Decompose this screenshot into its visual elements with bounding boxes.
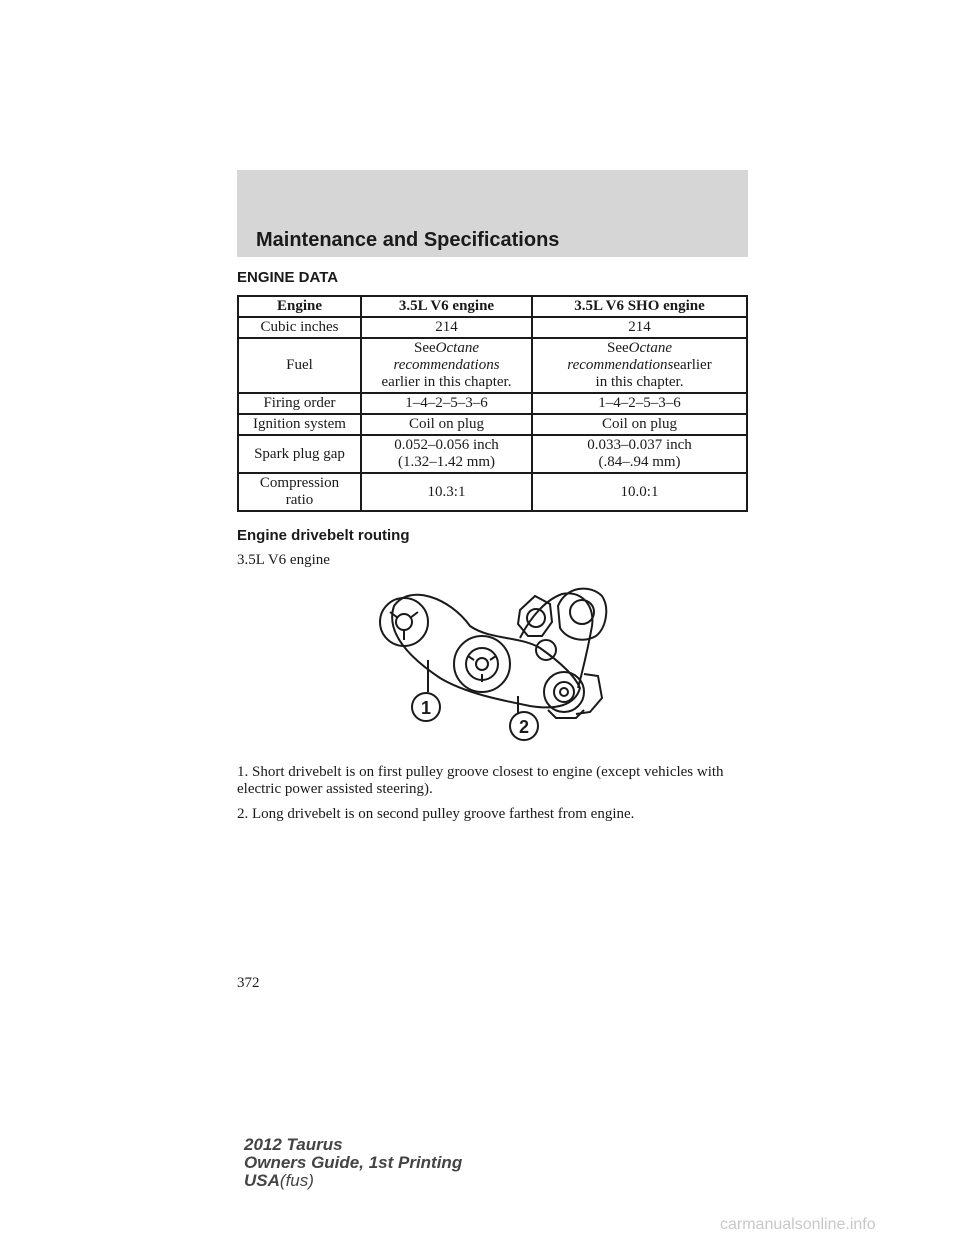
engine-label: 3.5L V6 engine: [237, 552, 330, 568]
subsection-title: Engine drivebelt routing: [237, 527, 410, 544]
footer-line-2: Owners Guide, 1st Printing: [244, 1153, 463, 1172]
drivebelt-routing-diagram: [370, 578, 630, 746]
row-label: Ignition system: [238, 414, 361, 435]
watermark: carmanualsonline.info: [720, 1216, 876, 1233]
section-title: ENGINE DATA: [237, 269, 339, 286]
table-cell: 0.033–0.037 inch (.84–.94 mm): [532, 435, 747, 473]
alternator: [558, 589, 606, 640]
footer-line-1: 2012 Taurus: [244, 1135, 343, 1154]
note-2: 2. Long drivebelt is on second pulley groove farthest from engine.: [237, 806, 635, 822]
table-cell: 0.052–0.056 inch (1.32–1.42 mm): [361, 435, 532, 473]
table-row: [238, 393, 747, 414]
table-cell: 1–4–2–5–3–6: [532, 393, 747, 414]
page-number: 372: [237, 975, 260, 991]
center-pulley: [454, 636, 510, 692]
table-row: [238, 414, 747, 435]
table-cell: SeeOctane recommendations earlier in this chapter.: [361, 338, 532, 393]
table-header-row: [238, 296, 747, 317]
table-cell: Coil on plug: [532, 414, 747, 435]
row-label: Spark plug gap: [238, 435, 361, 473]
table-cell: 214: [532, 317, 747, 338]
footer: [244, 1136, 462, 1190]
row-label: Firing order: [238, 393, 361, 414]
table-row: [238, 435, 747, 473]
table-cell: 1–4–2–5–3–6: [361, 393, 532, 414]
column-header: 3.5L V6 engine: [361, 296, 532, 317]
callout-1: 1: [420, 698, 432, 718]
engine-data-table: [237, 295, 748, 512]
row-label: Compression ratio: [238, 473, 361, 511]
table-cell: 10.0:1: [532, 473, 747, 511]
column-header: 3.5L V6 SHO engine: [532, 296, 747, 317]
table-row: [238, 473, 747, 511]
table-cell: 214: [361, 317, 532, 338]
callout-2: 2: [518, 717, 530, 737]
table-row: [238, 338, 747, 393]
table-cell: Coil on plug: [361, 414, 532, 435]
column-header: Engine: [238, 296, 361, 317]
page-title: Maintenance and Specifications: [256, 229, 560, 251]
table-cell: SeeOctane recommendationsearlier in this chapter.: [532, 338, 747, 393]
table-cell: 10.3:1: [361, 473, 532, 511]
footer-line-3: USA(fus): [244, 1171, 314, 1190]
row-label: Cubic inches: [238, 317, 361, 338]
row-label: Fuel: [238, 338, 361, 393]
table-row: [238, 317, 747, 338]
note-1: 1. Short drivebelt is on first pulley groove closest to engine (except vehicles with electric power assisted steering).: [237, 764, 724, 797]
